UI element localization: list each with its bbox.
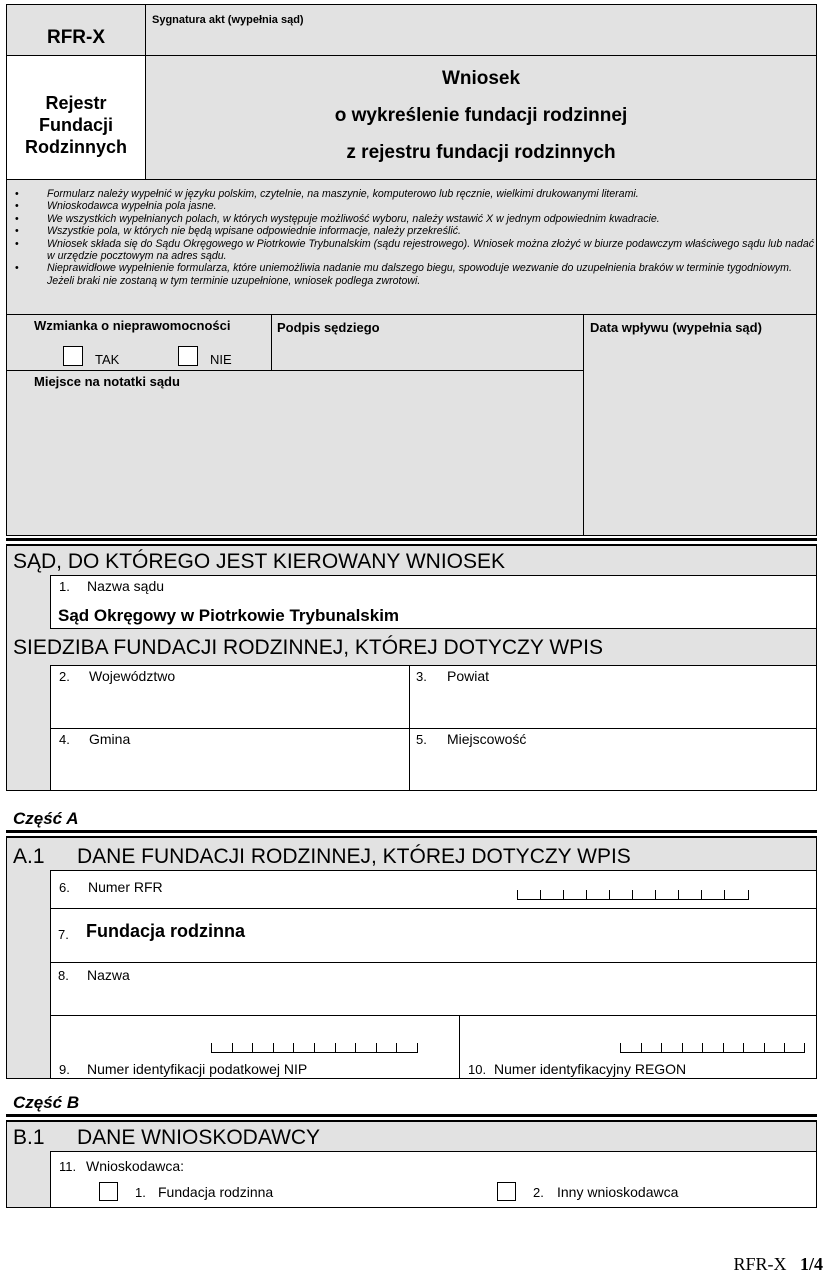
locality-label: Miejscowość [447, 731, 527, 747]
instruction-item: • Wnioskodawca wypełnia pola jasne. [7, 200, 816, 212]
notes-divider [7, 370, 584, 371]
form-code-cell [6, 4, 146, 56]
rfr-number-label: Numer RFR [88, 879, 163, 895]
registry-name [7, 92, 145, 158]
applicant-other-label: Inny wnioskodawca [557, 1184, 679, 1200]
instruction-item: • Wszystkie pola, w których nie będą wpisane odpowiednie informacje, należy przekreślić. [7, 225, 816, 237]
court-notes-label: Miejsce na notatki sądu [34, 374, 180, 389]
title-line-2: o wykreślenie fundacji rodzinnej [334, 105, 628, 126]
nip-number-boxes [211, 1042, 418, 1053]
judge-signature-label: Podpis sędziego [277, 320, 380, 335]
court-name-field[interactable] [50, 575, 817, 629]
registry-line-1: Rejestr [45, 93, 107, 113]
finality-yes-checkbox[interactable] [63, 346, 83, 366]
finality-no-label: NIE [210, 352, 232, 367]
instruction-item: • Formularz należy wypełnić w języku polskim, czytelnie, na maszynie, komputerowo lub ręcznie, wielkimi drukowanymi literami. [7, 188, 816, 200]
regon-field[interactable] [459, 1015, 817, 1079]
registry-line-2: Fundacji [38, 115, 113, 135]
received-date-label: Data wpływu (wypełnia sąd) [590, 320, 762, 335]
voivodeship-label: Województwo [89, 668, 176, 684]
page-footer [733, 1254, 823, 1275]
registry-name-cell [6, 55, 146, 180]
family-foundation-heading: Fundacja rodzinna [86, 921, 246, 941]
part-a-section-number: A.1 [13, 845, 45, 868]
rfr-number-field[interactable] [50, 870, 817, 909]
field-number: 11. [59, 1159, 77, 1174]
court-section-title: SĄD, DO KTÓREGO JEST KIEROWANY WNIOSEK [13, 550, 506, 573]
nip-field[interactable] [50, 1015, 460, 1079]
voivodeship-field[interactable] [50, 665, 410, 729]
finality-no-checkbox[interactable] [178, 346, 198, 366]
field-number: 5. [416, 732, 427, 747]
county-label: Powiat [447, 668, 490, 684]
foundation-name-field[interactable] [50, 962, 817, 1016]
regon-number-boxes [620, 1042, 805, 1053]
instructions-list [7, 188, 816, 287]
part-b-label: Część B [13, 1093, 80, 1112]
option-number: 1. [135, 1185, 146, 1200]
field-number: 7. [58, 927, 69, 942]
instruction-item: • Nieprawidłowe wypełnienie formularza, które uniemożliwia nadanie mu dalszego biegu, spowoduje wezwanie do uzupełnienia braków w terminie tygodniowym. Jeżeli braki nie zostaną w tym terminie uzupełnione, wniosek podlega zwrotowi. [7, 262, 816, 287]
title-line-3: z rejestru fundacji rodzinnych [346, 142, 616, 163]
footer-form-code: RFR-X [733, 1254, 787, 1274]
family-foundation-field [50, 908, 817, 963]
case-reference-label: Sygnatura akt (wypełnia sąd) [152, 14, 304, 26]
field-number: 1. [59, 579, 70, 594]
part-a-section-title: DANE FUNDACJI RODZINNEJ, KTÓREJ DOTYCZY WPIS [77, 845, 631, 868]
page-number: 1/4 [799, 1254, 823, 1274]
form-title [146, 60, 816, 171]
applicant-field [50, 1151, 817, 1208]
field-number: 8. [58, 968, 69, 983]
commune-field[interactable] [50, 728, 410, 791]
form-title-cell [145, 55, 817, 180]
case-reference-field[interactable] [145, 4, 817, 56]
option-number: 2. [533, 1185, 544, 1200]
title-line-1: Wniosek [441, 68, 521, 89]
finality-label: Wzmianka o nieprawomocności [34, 318, 231, 333]
rfr-number-boxes [517, 889, 749, 900]
court-name-label: Nazwa sądu [87, 578, 165, 594]
field-number: 4. [59, 732, 70, 747]
nip-label: Numer identyfikacji podatkowej NIP [87, 1061, 308, 1077]
applicant-label: Wnioskodawca: [86, 1158, 185, 1174]
court-name-value: Sąd Okręgowy w Piotrkowie Trybunalskim [58, 606, 400, 625]
finality-divider [271, 315, 272, 371]
part-b-section-title: DANE WNIOSKODAWCY [77, 1126, 321, 1149]
foundation-name-label: Nazwa [87, 967, 130, 983]
instructions-box [6, 179, 817, 315]
applicant-other-checkbox[interactable] [497, 1182, 516, 1201]
section-rule [6, 538, 817, 541]
county-field[interactable] [409, 665, 817, 729]
regon-label: Numer identyfikacyjny REGON [494, 1061, 687, 1077]
field-number: 6. [59, 880, 70, 895]
applicant-foundation-label: Fundacja rodzinna [158, 1184, 274, 1200]
court-use-box [6, 314, 817, 536]
locality-field[interactable] [409, 728, 817, 791]
instruction-item: • We wszystkich wypełnianych polach, w których występuje możliwość wyboru, należy wstawić X w jednym odpowiednim kwadracie. [7, 213, 816, 225]
part-a-label: Część A [13, 809, 79, 828]
finality-yes-label: TAK [95, 352, 120, 367]
field-number: 2. [59, 669, 70, 684]
seat-section-title: SIEDZIBA FUNDACJI RODZINNEJ, KTÓREJ DOTYCZY WPIS [13, 636, 603, 659]
field-number: 9. [59, 1062, 70, 1077]
section-rule [6, 1114, 817, 1117]
field-number: 10. [468, 1062, 487, 1077]
section-rule [6, 830, 817, 833]
registry-line-3: Rodzinnych [25, 137, 127, 157]
commune-label: Gmina [89, 731, 131, 747]
field-number: 3. [416, 669, 427, 684]
applicant-foundation-checkbox[interactable] [99, 1182, 118, 1201]
date-divider [583, 315, 584, 536]
form-code: RFR-X [46, 27, 106, 48]
part-b-section-number: B.1 [13, 1126, 45, 1149]
instruction-item: • Wniosek składa się do Sądu Okręgowego w Piotrkowie Trybunalskim (sądu rejestrowego). Wniosek można złożyć w biurze podawczym właściwego sądu lub nadać w urzędzie pocztowym na adres sądu. [7, 238, 816, 263]
